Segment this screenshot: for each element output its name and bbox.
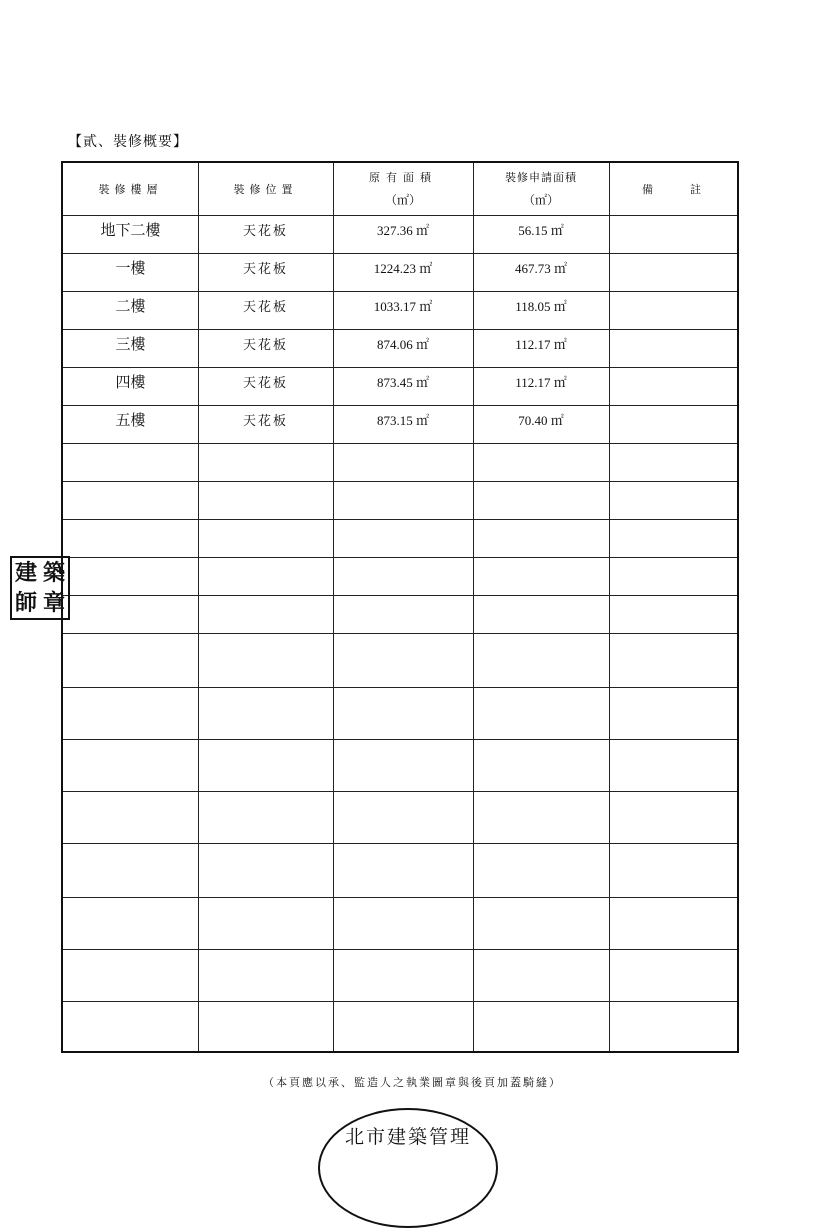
row-remarks bbox=[609, 405, 739, 433]
row-position: 天花板 bbox=[242, 337, 288, 353]
grid-row-line bbox=[63, 897, 737, 898]
grid-row-line bbox=[63, 791, 737, 792]
row-position: 天花板 bbox=[242, 223, 288, 239]
row-applied-area: 118.05 ㎡ bbox=[515, 298, 567, 314]
grid-row-line bbox=[63, 687, 737, 688]
footer-note: （本頁應以承、監造人之執業圖章與後頁加蓋騎縫） bbox=[263, 1076, 562, 1089]
row-original-area: 873.45 ㎡ bbox=[376, 374, 429, 390]
grid-row-line bbox=[63, 443, 737, 444]
header-floor-label: 裝修樓層 bbox=[98, 183, 163, 196]
grid-row-line bbox=[63, 519, 737, 520]
row-remarks bbox=[609, 215, 739, 243]
row-remarks bbox=[609, 291, 739, 319]
architect-seal bbox=[10, 556, 70, 620]
grid-column-line bbox=[333, 163, 334, 1051]
row-original-area: 1033.17 ㎡ bbox=[373, 298, 433, 314]
header-position bbox=[198, 163, 333, 215]
grid-row-line bbox=[63, 949, 737, 950]
row-remarks bbox=[609, 367, 739, 395]
grid-row-line bbox=[63, 481, 737, 482]
grid-column-line bbox=[198, 163, 199, 1051]
grid-row-line bbox=[63, 595, 737, 596]
row-applied-area: 70.40 ㎡ bbox=[518, 412, 564, 428]
row-applied-area: 467.73 ㎡ bbox=[514, 260, 567, 276]
seal-char: 師 bbox=[14, 590, 37, 616]
grid-row-line bbox=[63, 739, 737, 740]
seal-char: 章 bbox=[42, 590, 65, 616]
header-applied-area-unit: （㎡） bbox=[522, 193, 559, 207]
row-floor: 二樓 bbox=[115, 296, 146, 315]
grid-row-line bbox=[63, 215, 737, 216]
row-position: 天花板 bbox=[242, 299, 288, 315]
row-floor: 三樓 bbox=[115, 334, 146, 353]
grid-row-line bbox=[63, 367, 737, 368]
renovation-summary-table bbox=[61, 161, 739, 1053]
grid-row-line bbox=[63, 843, 737, 844]
row-floor: 一樓 bbox=[115, 258, 146, 277]
seal-char: 建 bbox=[14, 560, 37, 586]
row-floor: 五樓 bbox=[115, 410, 146, 429]
row-original-area: 873.15 ㎡ bbox=[376, 412, 429, 428]
header-floor bbox=[63, 163, 198, 215]
row-floor: 地下二樓 bbox=[100, 220, 161, 239]
row-original-area: 327.36 ㎡ bbox=[376, 222, 429, 238]
row-applied-area: 56.15 ㎡ bbox=[518, 222, 564, 238]
seal-text: 北市建築管理 bbox=[344, 1126, 471, 1148]
header-applied-area-label: 裝修申請面積 bbox=[505, 171, 577, 184]
seal-char: 築 bbox=[42, 560, 65, 586]
row-position: 天花板 bbox=[242, 261, 288, 277]
grid-column-line bbox=[473, 163, 474, 1051]
header-position-label: 裝修位置 bbox=[233, 183, 298, 196]
row-original-area: 874.06 ㎡ bbox=[376, 336, 429, 352]
row-remarks bbox=[609, 253, 739, 281]
row-original-area: 1224.23 ㎡ bbox=[373, 260, 433, 276]
building-management-seal bbox=[318, 1108, 498, 1228]
grid-column-line bbox=[609, 163, 610, 1051]
row-remarks bbox=[609, 329, 739, 357]
row-applied-area: 112.17 ㎡ bbox=[515, 374, 567, 390]
grid-row-line bbox=[63, 557, 737, 558]
row-position: 天花板 bbox=[242, 375, 288, 391]
grid-row-line bbox=[63, 253, 737, 254]
section-title: 【貳、裝修概要】 bbox=[68, 134, 188, 150]
header-remarks bbox=[609, 163, 739, 215]
row-floor: 四樓 bbox=[115, 372, 146, 391]
header-applied-area bbox=[473, 163, 609, 215]
grid-row-line bbox=[63, 405, 737, 406]
grid-row-line bbox=[63, 633, 737, 634]
grid-row-line bbox=[63, 329, 737, 330]
header-original-area bbox=[333, 163, 473, 215]
header-original-area-unit: （㎡） bbox=[384, 193, 421, 207]
header-remarks-label: 備 註 bbox=[642, 183, 706, 196]
row-applied-area: 112.17 ㎡ bbox=[515, 336, 567, 352]
grid-row-line bbox=[63, 291, 737, 292]
grid-row-line bbox=[63, 1001, 737, 1002]
row-position: 天花板 bbox=[242, 413, 288, 429]
header-original-area-label: 原有面積 bbox=[369, 171, 437, 184]
